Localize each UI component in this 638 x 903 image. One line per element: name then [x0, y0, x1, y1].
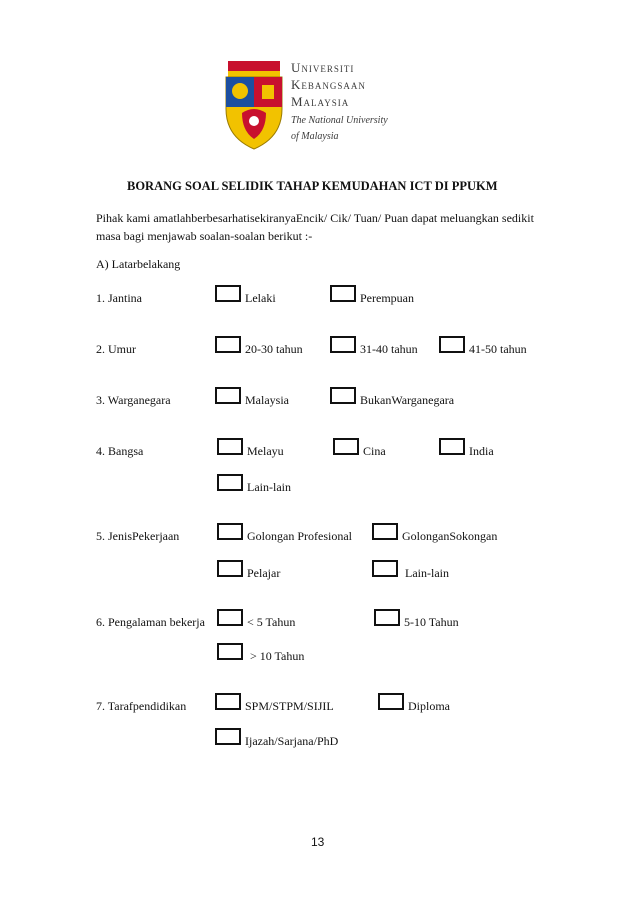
logo-sub-2: of Malaysia: [291, 131, 339, 142]
checkbox-31-40[interactable]: [330, 336, 356, 353]
logo-line-1: Universiti: [291, 60, 355, 75]
option-5-10-tahun: 5-10 Tahun: [404, 615, 459, 629]
logo-sub-1: The National University: [291, 115, 388, 126]
question-pengalaman-bekerja: 6. Pengalaman bekerja: [96, 615, 205, 629]
ukm-crest-icon: [222, 57, 286, 153]
question-taraf-pendidikan: 7. Tarafpendidikan: [96, 699, 187, 713]
checkbox-5-10-tahun[interactable]: [374, 609, 400, 626]
checkbox-lebih-10-tahun[interactable]: [217, 643, 243, 660]
page-number: 13: [311, 835, 325, 849]
option-20-30: 20-30 tahun: [245, 342, 303, 356]
checkbox-41-50[interactable]: [439, 336, 465, 353]
checkbox-perempuan[interactable]: [330, 285, 356, 302]
checkbox-cina[interactable]: [333, 438, 359, 455]
intro-paragraph: Pihak kami amatlahberbesarhatisekiranyaEncik/ Cik/ Tuan/ Puan dapat meluangkan sedikit masa bagi menjawab soalan-soalan berikut :-: [96, 211, 534, 243]
option-spm-stpm-sijil: SPM/STPM/SIJIL: [245, 699, 334, 713]
option-ijazah: Ijazah/Sarjana/PhD: [245, 734, 339, 748]
option-pelajar: Pelajar: [247, 566, 281, 580]
checkbox-diploma[interactable]: [378, 693, 404, 710]
checkbox-golongan-sokongan[interactable]: [372, 523, 398, 540]
logo-line-2: Kebangsaan: [291, 77, 366, 92]
option-perempuan: Perempuan: [360, 291, 414, 305]
question-bangsa: 4. Bangsa: [96, 444, 144, 458]
logo-wordmark: [291, 59, 388, 142]
option-41-50: 41-50 tahun: [469, 342, 527, 356]
form-title: BORANG SOAL SELIDIK TAHAP KEMUDAHAN ICT DI PPUKM: [127, 179, 498, 193]
logo-line-3: Malaysia: [291, 94, 350, 109]
checkbox-spm-stpm-sijil[interactable]: [215, 693, 241, 710]
checkbox-india[interactable]: [439, 438, 465, 455]
checkbox-pekerjaan-lain-lain[interactable]: [372, 560, 398, 577]
option-lelaki: Lelaki: [245, 291, 276, 305]
option-pekerjaan-lain-lain: Lain-lain: [405, 566, 449, 580]
question-jenis-pekerjaan: 5. JenisPekerjaan: [96, 529, 180, 543]
option-bukan-warganegara: BukanWarganegara: [360, 393, 455, 407]
checkbox-kurang-5-tahun[interactable]: [217, 609, 243, 626]
checkbox-melayu[interactable]: [217, 438, 243, 455]
checkbox-ijazah[interactable]: [215, 728, 241, 745]
option-kurang-5-tahun: < 5 Tahun: [247, 615, 296, 629]
option-golongan-profesional: Golongan Profesional: [247, 529, 352, 543]
question-umur: 2. Umur: [96, 342, 136, 356]
checkbox-bangsa-lain-lain[interactable]: [217, 474, 243, 491]
question-jantina: 1. Jantina: [96, 291, 142, 305]
option-lebih-10-tahun: > 10 Tahun: [250, 649, 305, 663]
checkbox-pelajar[interactable]: [217, 560, 243, 577]
checkbox-golongan-profesional[interactable]: [217, 523, 243, 540]
ukm-logo: [222, 55, 422, 155]
option-golongan-sokongan: GolonganSokongan: [402, 529, 498, 543]
question-warganegara: 3. Warganegara: [96, 393, 171, 407]
option-diploma: Diploma: [408, 699, 450, 713]
option-india: India: [469, 444, 494, 458]
checkbox-bukan-warganegara[interactable]: [330, 387, 356, 404]
checkbox-malaysia[interactable]: [215, 387, 241, 404]
option-cina: Cina: [363, 444, 386, 458]
option-31-40: 31-40 tahun: [360, 342, 418, 356]
option-bangsa-lain-lain: Lain-lain: [247, 480, 291, 494]
option-malaysia: Malaysia: [245, 393, 289, 407]
section-heading: A) Latarbelakang: [96, 257, 181, 271]
checkbox-lelaki[interactable]: [215, 285, 241, 302]
option-melayu: Melayu: [247, 444, 284, 458]
checkbox-20-30[interactable]: [215, 336, 241, 353]
